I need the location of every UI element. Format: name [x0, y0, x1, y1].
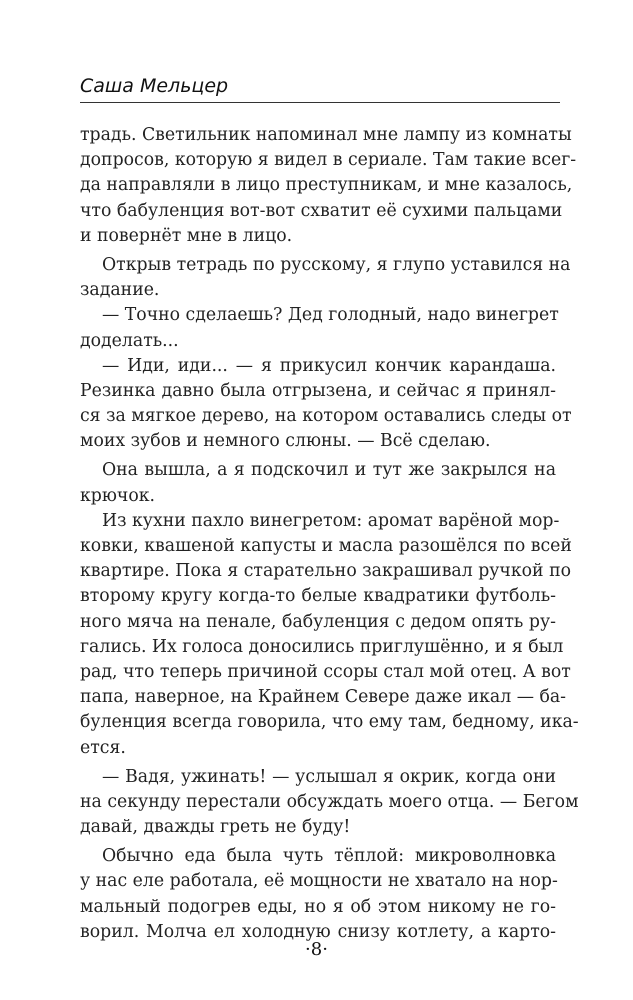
- text-line: мальный подогрев еды, но я об этом никому не го-: [80, 896, 556, 917]
- page-number: ·8·: [305, 939, 328, 960]
- text-line: да направляли в лицо преступникам, и мне казалось,: [80, 175, 573, 196]
- text-line: гались. Их голоса доносились приглушённо, и я был: [80, 636, 564, 657]
- text-line: — Вадя, ужинать! — услышал я окрик, когда они: [102, 766, 556, 787]
- text-line: что бабуленция вот-вот схватит её сухими пальцами: [80, 200, 563, 221]
- text-line: моих зубов и немного слюны. — Всё сделаю.: [80, 431, 491, 452]
- text-line: крючок.: [80, 485, 156, 506]
- text-line: рад, что теперь причиной ссоры стал мой отец. А вот: [80, 661, 571, 682]
- text-line: Обычно еда была чуть тёплой: микроволновка: [102, 846, 556, 867]
- text-line: Резинка давно была отгрызена, и сейчас я принял-: [80, 380, 556, 401]
- text-line: и повернёт мне в лицо.: [80, 225, 293, 246]
- text-line: ется.: [80, 737, 126, 758]
- text-line: — Иди, иди... — я прикусил кончик карандаша.: [102, 355, 556, 376]
- text-line: у нас еле работала, её мощности не хватало на нор-: [80, 871, 558, 892]
- text-line: давай, дважды греть не буду!: [80, 817, 351, 838]
- text-line: буленция всегда говорила, что ему там, бедному, ика-: [80, 712, 579, 733]
- text-line: папа, наверное, на Крайнем Севере даже икал — ба-: [80, 687, 567, 708]
- text-line: второму кругу когда-то белые квадратики футболь-: [80, 586, 556, 607]
- text-line: ся за мягкое дерево, на котором оставались следы от: [80, 406, 572, 427]
- text-line: традь. Светильник напоминал мне лампу из комнаты: [80, 125, 572, 145]
- text-line: Она вышла, а я подскочил и тут же закрылся на: [102, 460, 556, 481]
- running-header-author: Саша Мельцер: [80, 75, 229, 97]
- text-line: Открыв тетрадь по русскому, я глупо уставился на: [102, 254, 571, 275]
- text-line: ковки, квашеной капусты и масла разошёлся по всей: [80, 536, 572, 556]
- text-line: задание.: [80, 280, 160, 301]
- text-line: ного мяча на пенале, бабуленция с дедом опять ру-: [80, 611, 556, 632]
- text-line: допросов, которую я видел в сериале. Там такие всег-: [80, 150, 577, 171]
- text-line: — Точно сделаешь? Дед голодный, надо винегрет: [102, 305, 559, 326]
- text-line: доделать...: [80, 330, 179, 351]
- header-rule: [80, 102, 560, 103]
- body-text: [80, 123, 579, 945]
- text-line: Из кухни пахло винегретом: аромат варёной мор-: [102, 510, 560, 531]
- text-line: ворил. Молча ел холодную снизу котлету, а карто-: [80, 921, 556, 942]
- text-line: квартире. Пока я старательно закрашивал ручкой по: [80, 561, 571, 582]
- text-line: на секунду перестали обсуждать моего отца. — Бегом: [80, 791, 579, 812]
